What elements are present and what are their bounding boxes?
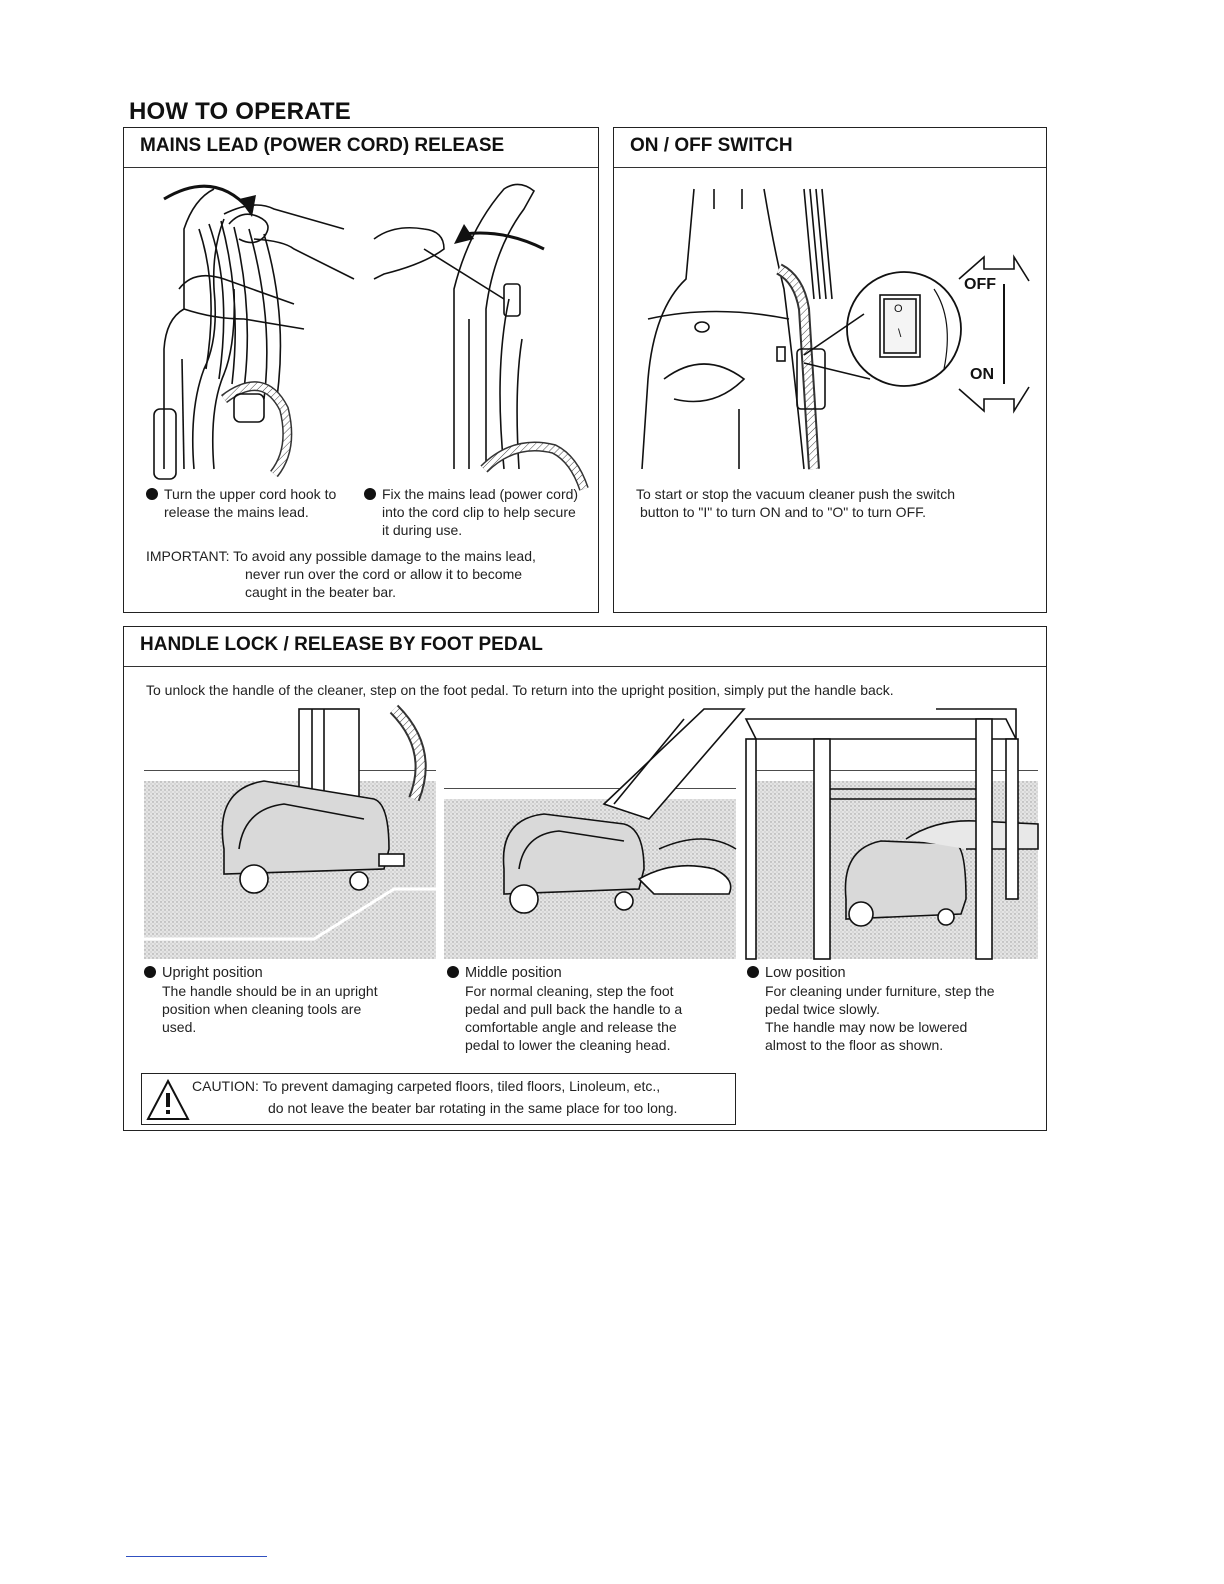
switch-i-symbol: \ xyxy=(898,326,902,340)
low-line-3: The handle may now be lowered xyxy=(765,1019,968,1035)
handle-intro: To unlock the handle of the cleaner, step on the foot pedal. To return into the upright position, simply put the handle back. xyxy=(146,682,894,698)
bullet-icon xyxy=(747,966,759,978)
low-title: Low position xyxy=(765,965,846,981)
bullet-icon xyxy=(447,966,459,978)
important-line-1: IMPORTANT: To avoid any possible damage to the mains lead, xyxy=(146,548,536,564)
on-label: ON xyxy=(970,366,994,383)
bullet-icon xyxy=(144,966,156,978)
bullet-icon xyxy=(364,488,376,500)
middle-position-illustration xyxy=(444,709,736,959)
cord-step-1 xyxy=(146,485,356,521)
mains-lead-panel xyxy=(123,127,599,613)
low-line-2: pedal twice slowly. xyxy=(765,1001,880,1017)
low-position-illustration xyxy=(746,709,1038,959)
low-caption xyxy=(747,964,1042,1054)
on-off-panel xyxy=(613,127,1047,613)
cord-step-2-line-1: Fix the mains lead (power cord) xyxy=(382,486,579,502)
on-off-heading: ON / OFF SWITCH xyxy=(614,128,1046,168)
switch-instructions xyxy=(636,485,1036,521)
upright-line-1: The handle should be in an upright xyxy=(162,983,378,999)
cord-release-illustration xyxy=(124,169,594,499)
important-line-2: never run over the cord or allow it to become xyxy=(245,566,523,582)
middle-line-3: comfortable angle and release the xyxy=(465,1019,677,1035)
important-note xyxy=(146,547,596,601)
switch-illustration xyxy=(614,169,1044,479)
upright-title: Upright position xyxy=(162,965,263,981)
middle-line-1: For normal cleaning, step the foot xyxy=(465,983,674,999)
cord-step-2-line-3: it during use. xyxy=(382,522,463,538)
caution-line-1: CAUTION: To prevent damaging carpeted floors, tiled floors, Linoleum, etc., xyxy=(192,1078,661,1094)
bullet-icon xyxy=(146,488,158,500)
mains-lead-heading: MAINS LEAD (POWER CORD) RELEASE xyxy=(124,128,598,168)
warning-triangle-icon xyxy=(146,1079,190,1121)
upright-position-illustration xyxy=(144,709,436,959)
off-label: OFF xyxy=(964,276,996,293)
page-title: HOW TO OPERATE xyxy=(129,98,351,125)
important-line-3: caught in the beater bar. xyxy=(245,584,396,600)
handle-lock-heading: HANDLE LOCK / RELEASE BY FOOT PEDAL xyxy=(124,627,1046,667)
middle-caption xyxy=(447,964,737,1054)
upright-line-3: used. xyxy=(162,1019,197,1035)
middle-line-4: pedal to lower the cleaning head. xyxy=(465,1037,671,1053)
low-line-1: For cleaning under furniture, step the xyxy=(765,983,995,999)
cord-step-2 xyxy=(364,485,599,539)
handle-lock-panel xyxy=(123,626,1047,1131)
low-line-4: almost to the floor as shown. xyxy=(765,1037,944,1053)
caution-box xyxy=(141,1073,736,1125)
upright-caption xyxy=(144,964,434,1036)
switch-text-line-2: button to "I" to turn ON and to "O" to turn OFF. xyxy=(640,504,927,520)
cord-step-2-line-2: into the cord clip to help secure xyxy=(382,504,576,520)
caution-line-2: do not leave the beater bar rotating in the same place for too long. xyxy=(268,1100,678,1116)
cord-step-1-line-2: release the mains lead. xyxy=(164,504,309,520)
footer-rule xyxy=(126,1556,267,1557)
switch-o-symbol: O xyxy=(894,303,903,315)
switch-text-line-1: To start or stop the vacuum cleaner push the switch xyxy=(636,486,956,502)
upright-line-2: position when cleaning tools are xyxy=(162,1001,362,1017)
cord-step-1-line-1: Turn the upper cord hook to xyxy=(164,486,337,502)
middle-line-2: pedal and pull back the handle to a xyxy=(465,1001,683,1017)
middle-title: Middle position xyxy=(465,965,562,981)
